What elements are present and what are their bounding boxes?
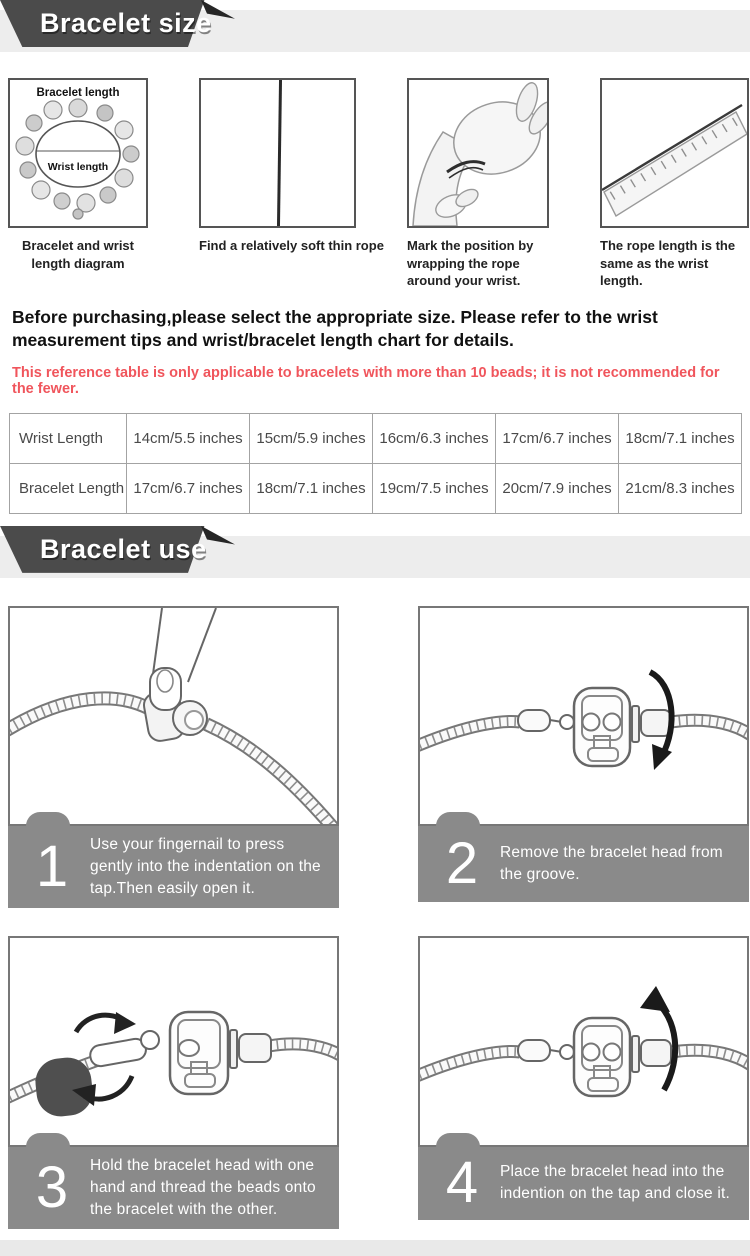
table-row-bracelet — [10, 463, 742, 513]
section-title: Bracelet use — [40, 533, 207, 564]
table-cell: 21cm/8.3 inches — [619, 463, 742, 513]
measure-step-4 — [600, 78, 749, 290]
step3-image — [8, 936, 339, 1147]
table-cell: 14cm/5.5 inches — [127, 413, 250, 463]
ribbon — [0, 0, 235, 47]
measure-step-1 — [8, 78, 148, 290]
step4-illustration — [420, 938, 747, 1145]
rope-image — [199, 78, 356, 228]
step2-illustration — [420, 608, 747, 824]
bracelet-use-banner — [0, 526, 750, 578]
step1-illustration — [10, 608, 337, 824]
step2-image — [418, 606, 749, 826]
use-step-3 — [8, 936, 339, 1229]
wrist-length-label: Wrist length — [47, 161, 109, 173]
step4-image — [418, 936, 749, 1147]
table-row-wrist — [10, 413, 742, 463]
ribbon — [0, 526, 235, 573]
bracelet-length-label: Bracelet length — [36, 87, 120, 99]
measure-caption-1: Bracelet and wrist length diagram — [22, 238, 134, 271]
step1-caption-bar — [8, 826, 339, 908]
reference-warning: This reference table is only applicable to bracelets with more than 10 beads; it is not recommended for the fewer. — [12, 364, 720, 397]
use-step-1 — [8, 606, 339, 908]
use-steps-grid — [8, 606, 750, 1229]
measure-step-2 — [199, 78, 384, 290]
size-table — [9, 413, 742, 514]
measure-step-3 — [407, 78, 549, 290]
wrist-wrap-illustration — [409, 80, 547, 226]
step-text: Place the bracelet head into the indention on the tap and close it. — [500, 1163, 730, 1203]
step3-caption-bar — [8, 1147, 339, 1229]
row-label: Bracelet Length — [10, 463, 127, 513]
table-cell: 17cm/6.7 inches — [496, 413, 619, 463]
step-text: Hold the bracelet head with one hand and thread the beads onto the bracelet with the other. — [90, 1156, 316, 1218]
measure-caption-2: Find a relatively soft thin rope — [199, 238, 384, 253]
bracelet-size-banner — [0, 0, 750, 52]
step3-illustration — [10, 938, 337, 1145]
step-number: 3 — [35, 1154, 69, 1220]
measure-caption-4: The rope length is the same as the wrist length. — [600, 238, 736, 289]
bracelet-diagram-image — [8, 78, 148, 228]
step2-caption-bar — [418, 826, 749, 902]
rope-illustration — [276, 80, 281, 226]
table-cell: 18cm/7.1 inches — [250, 463, 373, 513]
table-cell: 16cm/6.3 inches — [373, 413, 496, 463]
ruler-illustration — [602, 80, 747, 226]
table-cell: 18cm/7.1 inches — [619, 413, 742, 463]
table-cell: 20cm/7.9 inches — [496, 463, 619, 513]
use-step-2 — [418, 606, 749, 908]
step-number: 4 — [445, 1150, 479, 1216]
measure-caption-3: Mark the position by wrapping the rope around your wrist. — [407, 238, 534, 289]
step-text: Use your fingernail to press gently into the indentation on the tap.Then easily open it. — [90, 835, 321, 897]
table-cell: 19cm/7.5 inches — [373, 463, 496, 513]
step-number: 1 — [35, 833, 69, 899]
step4-caption-bar — [418, 1147, 749, 1220]
step-text: Remove the bracelet head from the groove. — [500, 843, 723, 883]
ruler-image — [600, 78, 749, 228]
step1-image — [8, 606, 339, 826]
purchase-note: Before purchasing,please select the appropriate size. Please refer to the wrist measurement tips and wrist/bracelet length chart for details. — [12, 306, 658, 350]
table-cell: 15cm/5.9 inches — [250, 413, 373, 463]
section-title: Bracelet size — [40, 8, 212, 38]
use-step-4 — [418, 936, 749, 1229]
bracelet-diagram-illustration — [10, 80, 146, 226]
table-cell: 17cm/6.7 inches — [127, 463, 250, 513]
bottom-strip — [0, 1240, 750, 1256]
row-label: Wrist Length — [10, 413, 127, 463]
measuring-steps-row — [8, 78, 750, 290]
wrist-wrap-image — [407, 78, 549, 228]
step-number: 2 — [445, 830, 479, 896]
